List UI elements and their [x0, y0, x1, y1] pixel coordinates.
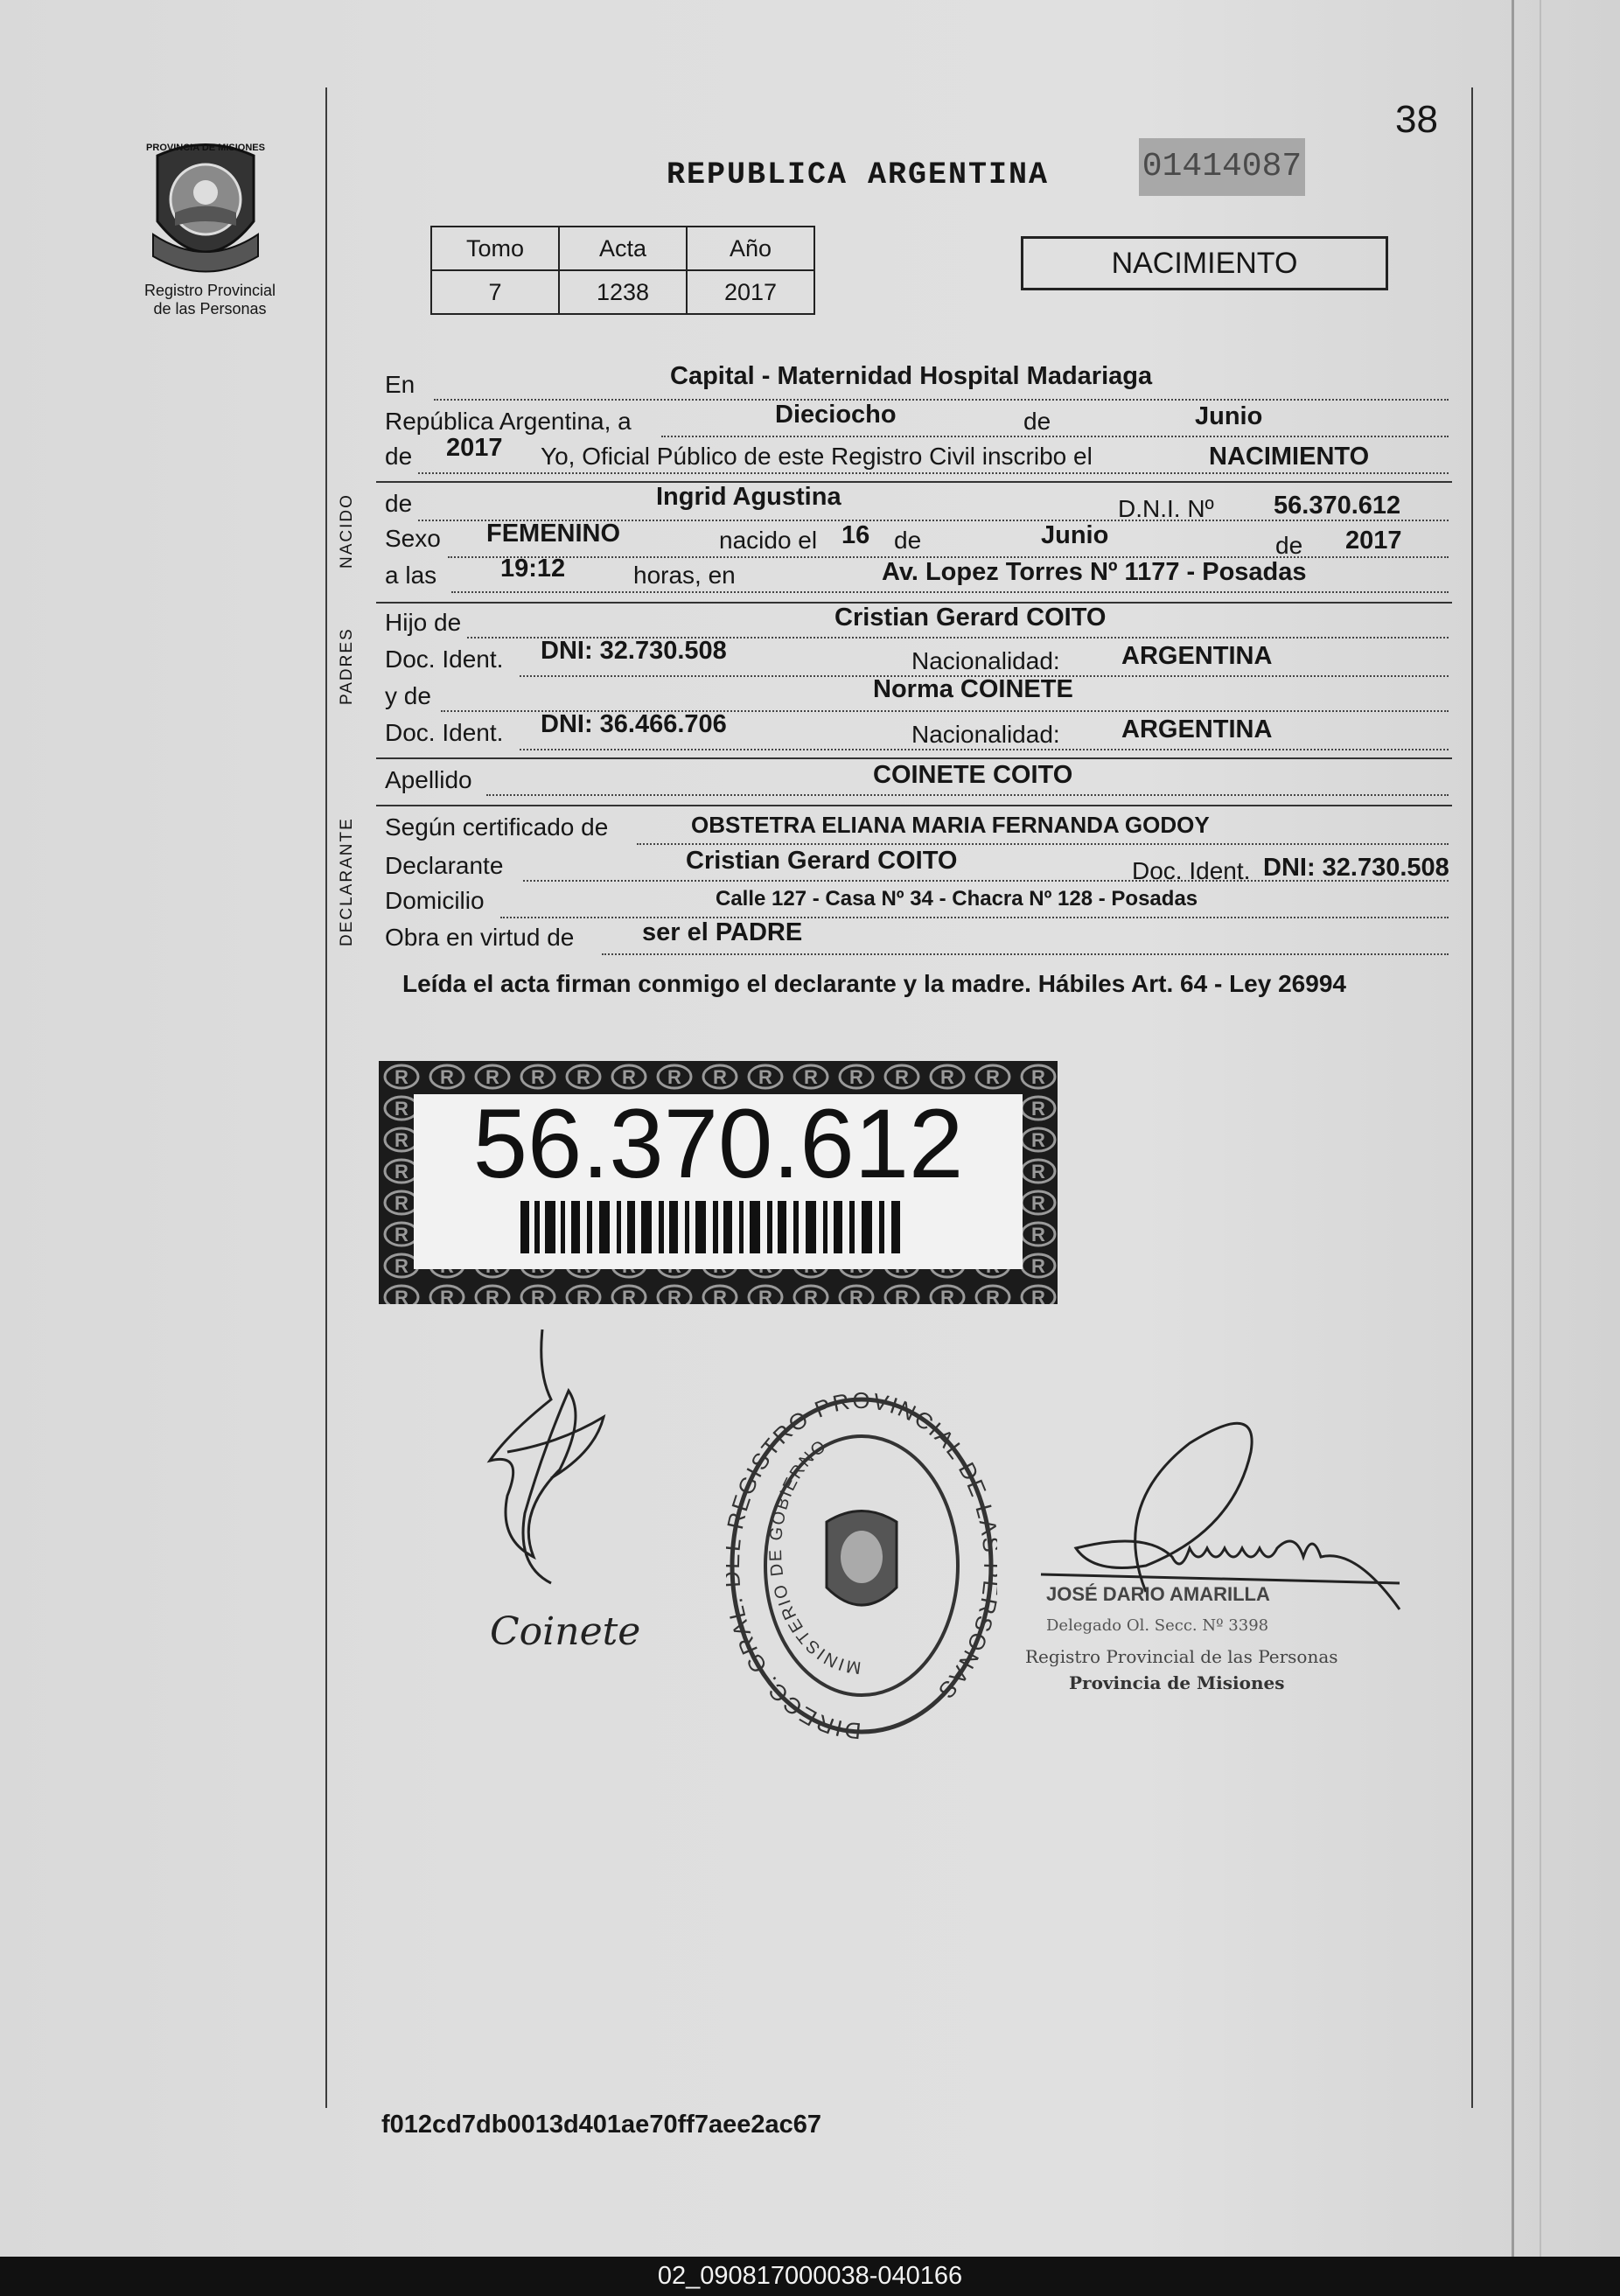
register-header-row	[431, 227, 814, 270]
de-label: de	[1275, 532, 1303, 559]
nacido-label: nacido el	[719, 527, 818, 554]
domicilio-value: Calle 127 - Casa Nº 34 - Chacra Nº 128 - Posadas	[716, 887, 1198, 911]
act-value: NACIMIENTO	[1209, 443, 1370, 471]
left-margin-line	[325, 87, 327, 2108]
de-label: de	[385, 490, 413, 517]
hijo-label: Hijo de	[385, 609, 462, 636]
seal-ring-text: DIRECC. GRA EGISTRO PROVINCIAL DE L SONAS	[726, 1391, 997, 1741]
official-province: Provincia de Misiones	[1069, 1672, 1285, 1693]
declarante-doc-value: DNI: 32.730.508	[1263, 854, 1449, 882]
nacionalidad-label: Nacionalidad:	[911, 721, 1060, 748]
apellido-value: COINETE COITO	[873, 761, 1073, 789]
birth-place-value: Av. Lopez Torres Nº 1177 - Posadas	[882, 558, 1307, 586]
month-value: Junio	[1195, 402, 1263, 430]
register-value: 2017	[687, 270, 814, 314]
section-label-padres: PADRES	[338, 627, 356, 705]
register-header: Tomo	[431, 227, 559, 270]
dotted-line	[661, 436, 1449, 437]
logo-caption	[122, 282, 297, 318]
father-nationality-value: ARGENTINA	[1121, 642, 1273, 670]
official-name: JOSÉ DARIO AMARILLA	[1046, 1583, 1270, 1605]
seal-inner-text: MINISTERIO DE GOBIERNO	[765, 1435, 862, 1678]
obra-label: Obra en virtud de	[385, 924, 575, 951]
sexo-label: Sexo	[385, 525, 441, 552]
place-value: Capital - Maternidad Hospital Madariaga	[670, 362, 1153, 390]
domicilio-label: Domicilio	[385, 887, 485, 914]
certificate-value: OBSTETRA ELIANA MARIA FERNANDA GODOY	[691, 812, 1210, 838]
sexo-value: FEMENINO	[486, 520, 621, 548]
birth-day-value: 16	[841, 521, 870, 549]
de-label: de	[385, 443, 413, 470]
page-edge	[1512, 0, 1514, 2257]
dotted-line	[637, 843, 1449, 845]
register-value: 1238	[559, 270, 687, 314]
father-name-value: Cristian Gerard COITO	[834, 604, 1107, 632]
section-label-nacido: NACIDO	[338, 493, 356, 569]
act-type-box: NACIMIENTO	[1021, 236, 1388, 290]
day-value: Dieciocho	[775, 401, 897, 429]
yo-text: Yo, Oficial Público de este Registro Civil inscribo el	[541, 443, 1093, 470]
dotted-line	[434, 399, 1449, 401]
dotted-line	[418, 472, 1449, 474]
birth-year-value: 2017	[1345, 527, 1402, 555]
nacionalidad-label: Nacionalidad:	[911, 647, 1060, 674]
registry-logo	[140, 138, 271, 278]
footer-id: 02_090817000038-040166	[0, 2257, 1620, 2296]
en-label: En	[385, 371, 415, 398]
official-role: Delegado Ol. Secc. Nº 3398	[1046, 1616, 1269, 1635]
dotted-line	[486, 794, 1449, 796]
father-doc-value: DNI: 32.730.508	[541, 637, 727, 665]
apellido-label: Apellido	[385, 766, 472, 793]
alas-label: a las	[385, 562, 437, 589]
horas-label: horas, en	[633, 562, 736, 589]
right-margin-line	[1471, 87, 1473, 2108]
page-number: 38	[1395, 98, 1438, 141]
birth-month-value: Junio	[1041, 521, 1109, 549]
doc-label: Doc. Ident.	[1132, 857, 1251, 884]
register-header: Año	[687, 227, 814, 270]
dotted-line	[451, 591, 1449, 593]
official-seal	[726, 1391, 997, 1741]
dotted-line	[602, 953, 1449, 955]
mother-doc-value: DNI: 36.466.706	[541, 710, 727, 738]
document-title: REPUBLICA ARGENTINA	[667, 157, 1050, 192]
republica-label: República Argentina, a	[385, 408, 632, 435]
year-value: 2017	[446, 434, 503, 462]
official-office: Registro Provincial de las Personas	[1025, 1646, 1338, 1667]
yde-label: y de	[385, 682, 431, 709]
child-name-value: Ingrid Agustina	[656, 483, 841, 511]
dni-label: D.N.I. Nº	[1118, 495, 1214, 522]
time-value: 19:12	[500, 555, 566, 583]
register-header: Acta	[559, 227, 687, 270]
register-value-row	[431, 270, 814, 314]
signature-name: Coinete	[490, 1609, 641, 1654]
logo-caption-line: de las Personas	[153, 300, 267, 318]
child-dni-value: 56.370.612	[1274, 492, 1401, 520]
dotted-line	[523, 880, 1449, 882]
doc-label: Doc. Ident.	[385, 719, 504, 746]
de-label: de	[1023, 408, 1051, 435]
declarant-signature	[455, 1321, 641, 1654]
section-divider	[376, 757, 1452, 759]
logo-caption-line: Registro Provincial	[143, 282, 276, 299]
dni-sticker	[379, 1061, 1058, 1304]
register-table	[430, 226, 815, 315]
section-divider	[376, 805, 1452, 806]
declarante-label: Declarante	[385, 852, 504, 879]
serial-number: 01414087	[1139, 138, 1305, 196]
register-value: 7	[431, 270, 559, 314]
de-label: de	[894, 527, 922, 554]
closing-note: Leída el acta firman conmigo el declarante y la madre. Hábiles Art. 64 - Ley 26994	[402, 970, 1346, 997]
doc-label: Doc. Ident.	[385, 646, 504, 673]
page-edge	[1540, 0, 1541, 2257]
segun-label: Según certificado de	[385, 813, 609, 841]
mother-nationality-value: ARGENTINA	[1121, 715, 1273, 743]
section-label-declarante: DECLARANTE	[338, 817, 356, 946]
section-divider	[376, 481, 1452, 483]
mother-name-value: Norma COINETE	[873, 675, 1073, 703]
declarante-name-value: Cristian Gerard COITO	[686, 847, 958, 875]
logo-text: PROVINCIA DE MISIONES	[146, 143, 265, 153]
obra-value: ser el PADRE	[642, 918, 803, 946]
document-hash: f012cd7db0013d401ae70ff7aee2ac67	[381, 2111, 822, 2139]
dotted-line	[520, 749, 1449, 750]
dni-sticker-number: 56.370.612	[472, 1089, 964, 1198]
